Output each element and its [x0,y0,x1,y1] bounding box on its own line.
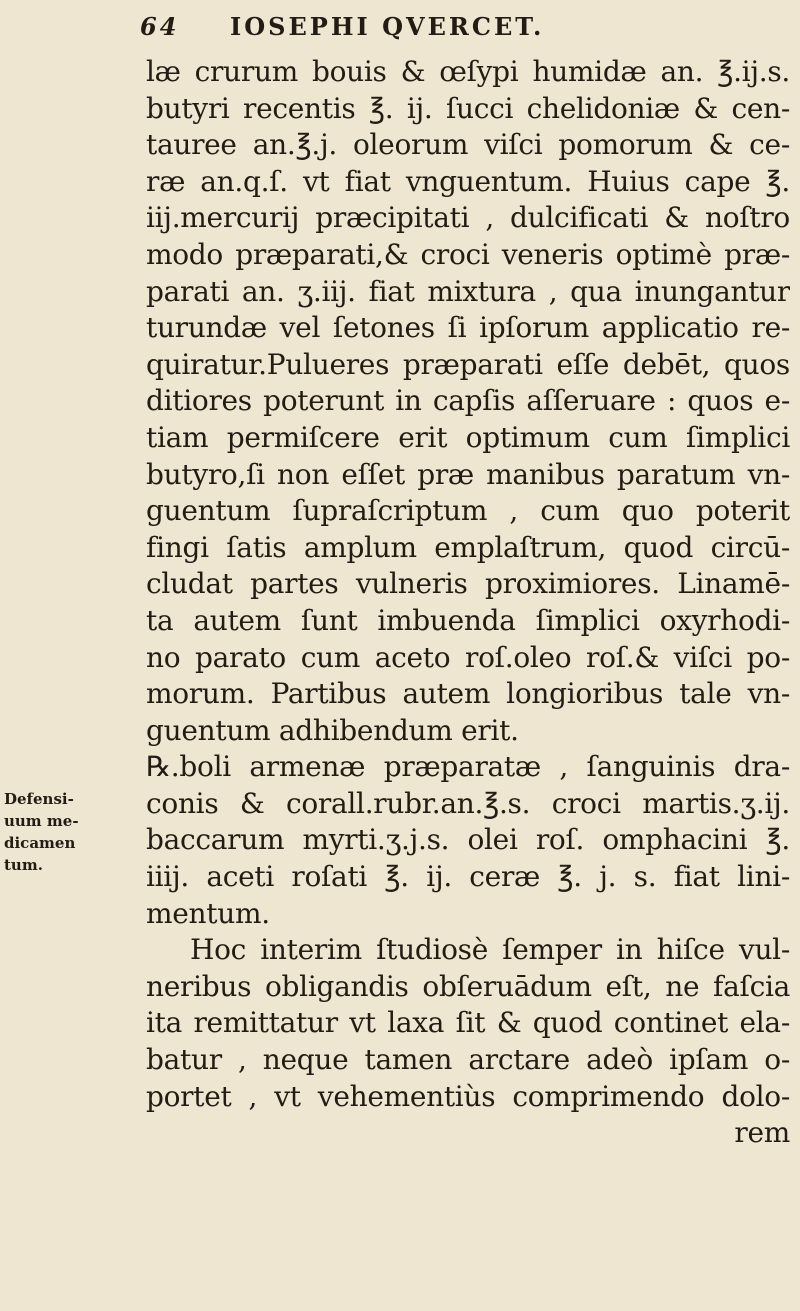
text-line: ita remittatur vt laxa ſit & quod continet ela- [146,1006,790,1040]
text-line: tauree an.℥.j. oleorum viſci pomorum & ce- [146,128,790,162]
text-line: quiratur.Pulueres præparati eſſe debēt, quos [146,347,790,381]
text-line: baccarum myrti.ʒ.j.s. olei roſ. omphacini ℥. [146,823,790,857]
text-line: no parato cum aceto roſ.oleo roſ.& viſci po- [146,640,790,674]
text-line: Hoc interim ſtudiosè ſemper in hiſce vul- [190,933,790,967]
margin-note-line: Defensi- [4,790,74,808]
text-line: cludat partes vulneris proximiores. Linamē- [146,567,790,601]
text-line: butyri recentis ℥. ij. ſucci chelidoniæ & cen- [146,91,790,125]
text-line: ræ an.q.ſ. vt fiat vnguentum. Huius cape ℥. [146,164,790,198]
text-line: parati an. ʒ.iij. fiat mixtura , qua inungantur [146,274,790,308]
text-line: portet , vt vehementiùs comprimendo dolo- [146,1079,790,1113]
text-line: guentum ſupraſcriptum , cum quo poterit [146,494,790,528]
text-line: guentum adhibendum erit. [146,713,519,747]
page-number: 64 [140,12,180,41]
text-line: ta autem ſunt imbuenda ſimplici oxyrhodi- [146,603,790,637]
margin-note [4,788,104,876]
text-line: mentum. [146,896,270,930]
text-line: butyro,ſi non eſſet præ manibus paratum vn- [146,457,790,491]
text-line: neribus obligandis obſeruādum eſt, ne faſcia [146,969,790,1003]
text-line: modo præparati,& croci veneris optimè præ- [146,237,790,271]
text-line: turundæ vel ſetones ſi ipſorum applicatio re- [146,311,790,345]
text-line: læ crurum bouis & œſypi humidæ an. ℥.ij.s. [146,55,790,88]
margin-note-line: tum. [4,856,43,874]
page-header [140,12,800,52]
text-line: iiij. aceti roſati ℥. ij. ceræ ℥. j. s. fiat lini- [146,860,790,894]
body-text [146,54,790,1152]
margin-note-line: dicamen [4,834,76,852]
running-title: IOSEPHI QVERCET. [230,12,545,41]
catchword: rem [734,1116,790,1150]
margin-note-line: uum me- [4,812,79,830]
text-line: tiam permiſcere erit optimum cum ſimplici [146,420,790,454]
text-line: iij.mercurij præcipitati , dulcificati & noſtro [146,201,790,235]
text-line: conis & corall.rubr.an.℥.s. croci martis.ʒ.ij. [146,786,790,820]
text-line: ℞.boli armenæ præparatæ , ſanguinis dra- [146,750,790,784]
text-line: ditiores poterunt in capſis aſſeruare : quos e- [146,384,790,418]
text-line: batur , neque tamen arctare adeò ipſam o- [146,1043,790,1077]
text-line: morum. Partibus autem longioribus tale vn- [146,677,790,711]
text-line: fingi ſatis amplum emplaſtrum, quod circū- [146,530,790,564]
